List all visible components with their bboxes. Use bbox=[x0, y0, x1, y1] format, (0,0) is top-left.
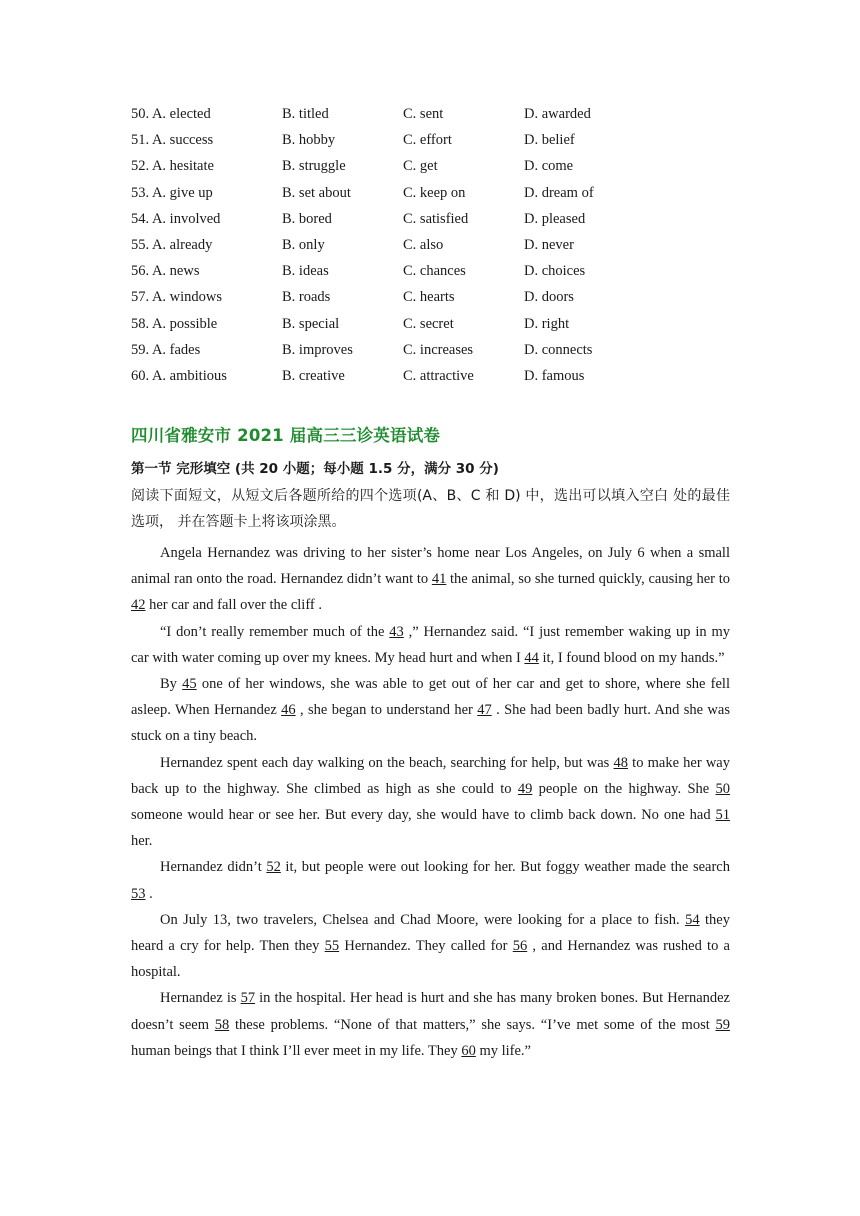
passage-text: On July 13, two travelers, Chelsea and Chad Moore, were looking for a place to fish. bbox=[160, 911, 686, 928]
option-row bbox=[131, 337, 751, 363]
blank-number: 44 bbox=[524, 649, 539, 666]
option-d: D. famous bbox=[524, 367, 585, 384]
passage-text: her car and fall over the cliff . bbox=[145, 597, 322, 614]
option-a: 52. A. hesitate bbox=[131, 158, 214, 175]
option-d: D. pleased bbox=[524, 210, 586, 227]
instructions: 阅读下面短文，从短文后各题所给的四个选项(A、B、C 和 D) 中，选出可以填入空白 处的最佳选项， 并在答题卡上将该项涂黑。 bbox=[131, 488, 730, 531]
passage-text: , she began to understand her bbox=[295, 702, 478, 719]
option-a: 59. A. fades bbox=[131, 341, 201, 358]
blank-number: 57 bbox=[240, 990, 256, 1007]
passage-text: her. bbox=[131, 833, 153, 850]
option-a: 51. A. success bbox=[131, 132, 214, 149]
blank-number: 51 bbox=[715, 807, 730, 824]
passage-text: . She had been badly hurt. And she was stuck on a tiny beach. bbox=[131, 702, 730, 745]
passage-text: it, I found blood on my hands.” bbox=[538, 649, 725, 666]
option-d: D. never bbox=[524, 236, 574, 253]
option-c: C. keep on bbox=[403, 184, 466, 201]
blank-number: 49 bbox=[517, 780, 533, 797]
option-d: D. doors bbox=[524, 289, 574, 306]
passage-text: the animal, so she turned quickly, causing her to bbox=[446, 571, 730, 588]
passage-paragraph bbox=[131, 750, 730, 855]
option-row bbox=[131, 363, 751, 389]
option-b: B. ideas bbox=[282, 263, 329, 280]
option-d: D. connects bbox=[524, 341, 593, 358]
section-title: 四川省雅安市 2021 届高三三诊英语试卷 bbox=[131, 426, 441, 445]
option-row bbox=[131, 153, 751, 179]
passage-text: people on the highway. She bbox=[532, 780, 716, 797]
option-a: 58. A. possible bbox=[131, 315, 218, 332]
passage-paragraph bbox=[131, 854, 730, 906]
option-d: D. dream of bbox=[524, 184, 594, 201]
blank-number: 41 bbox=[431, 571, 447, 588]
option-c: C. effort bbox=[403, 132, 452, 149]
option-row bbox=[131, 180, 751, 206]
passage-text: they heard a cry for help. Then they bbox=[131, 911, 730, 955]
option-b: B. special bbox=[282, 315, 340, 332]
option-row bbox=[131, 127, 751, 153]
passage-text: Hernandez didn’t bbox=[160, 859, 267, 876]
option-a: 56. A. news bbox=[131, 263, 200, 280]
option-row bbox=[131, 258, 751, 284]
blank-number: 59 bbox=[715, 1016, 730, 1033]
option-d: D. come bbox=[524, 158, 574, 175]
passage-text: human beings that I think I’ll ever meet in my life. They bbox=[131, 1042, 462, 1059]
option-row bbox=[131, 232, 751, 258]
blank-number: 50 bbox=[715, 780, 731, 797]
passage-text: in the hospital. Her head is hurt and she has many broken bones. But Hernandez doesn’t seem bbox=[131, 990, 730, 1033]
blank-number: 60 bbox=[461, 1042, 476, 1059]
option-c: C. increases bbox=[403, 341, 474, 358]
passage-text: , and Hernandez was rushed to a hospital. bbox=[131, 938, 730, 981]
option-d: D. belief bbox=[524, 132, 575, 149]
part-title: 第一节 完形填空 (共 20 小题；每小题 1.5 分，满分 30 分) bbox=[131, 461, 499, 477]
option-b: B. hobby bbox=[282, 132, 336, 149]
passage-text: By bbox=[160, 676, 183, 693]
blank-number: 55 bbox=[324, 938, 340, 955]
blank-number: 47 bbox=[477, 702, 492, 719]
option-c: C. attractive bbox=[403, 367, 474, 384]
option-a: 50. A. elected bbox=[131, 106, 211, 122]
passage-paragraph bbox=[131, 540, 730, 619]
passage-paragraph bbox=[131, 907, 730, 986]
passage-text: Hernandez spent each day walking on the beach, searching for help, but was bbox=[160, 754, 614, 771]
blank-number: 53 bbox=[131, 885, 146, 902]
passage-paragraph bbox=[131, 985, 730, 1064]
option-b: B. bored bbox=[282, 210, 332, 227]
blank-number: 42 bbox=[131, 597, 146, 614]
option-c: C. get bbox=[403, 158, 438, 175]
passage-text: “I don’t really remember much of the bbox=[160, 623, 390, 640]
blank-number: 48 bbox=[613, 754, 628, 771]
option-c: C. secret bbox=[403, 315, 454, 332]
passage-text: my life.” bbox=[475, 1042, 531, 1059]
passage-text: one of her windows, she was able to get out of her car and get to shore, where she fell asleep. When Hernandez bbox=[131, 676, 730, 719]
blank-number: 43 bbox=[389, 623, 404, 640]
blank-number: 58 bbox=[214, 1016, 230, 1033]
passage-text: Hernandez is bbox=[160, 990, 241, 1007]
option-a: 60. A. ambitious bbox=[131, 367, 227, 384]
passage-paragraph bbox=[131, 671, 730, 750]
cloze-passage bbox=[131, 540, 730, 1064]
option-a: 57. A. windows bbox=[131, 289, 223, 306]
blank-number: 46 bbox=[281, 702, 296, 719]
option-row bbox=[131, 101, 751, 127]
option-d: D. right bbox=[524, 315, 570, 332]
blank-number: 45 bbox=[182, 676, 197, 693]
option-b: B. titled bbox=[282, 106, 329, 122]
option-d: D. awarded bbox=[524, 106, 591, 122]
option-c: C. satisfied bbox=[403, 210, 469, 227]
option-c: C. hearts bbox=[403, 289, 455, 306]
passage-text: ,” Hernandez said. “I just remember waking up in my car with water coming up over my knees. My head hurt and when I bbox=[131, 623, 730, 666]
passage-paragraph bbox=[131, 619, 730, 671]
option-c: C. sent bbox=[403, 106, 444, 122]
option-b: B. struggle bbox=[282, 158, 346, 175]
option-a: 53. A. give up bbox=[131, 184, 213, 201]
option-a: 55. A. already bbox=[131, 236, 213, 253]
option-row bbox=[131, 206, 751, 232]
passage-text: these problems. “None of that matters,” she says. “I’ve met some of the most bbox=[229, 1016, 716, 1033]
passage-text: . bbox=[145, 885, 153, 902]
option-c: C. chances bbox=[403, 263, 466, 280]
passage-text: to make her way back up to the highway. She climbed as high as she could to bbox=[131, 754, 730, 797]
option-b: B. set about bbox=[282, 184, 351, 201]
passage-text: someone would hear or see her. But every day, she would have to climb back down. No one had bbox=[131, 807, 716, 824]
option-b: B. improves bbox=[282, 341, 353, 358]
option-b: B. creative bbox=[282, 367, 345, 384]
passage-text: Hernandez. They called for bbox=[339, 938, 513, 955]
option-b: B. only bbox=[282, 236, 325, 253]
option-d: D. choices bbox=[524, 263, 586, 280]
passage-text: it, but people were out looking for her. But foggy weather made the search bbox=[280, 859, 730, 876]
blank-number: 52 bbox=[266, 859, 281, 876]
option-row bbox=[131, 311, 751, 337]
option-c: C. also bbox=[403, 236, 444, 253]
option-row bbox=[131, 284, 751, 310]
blank-number: 56 bbox=[512, 938, 528, 955]
option-a: 54. A. involved bbox=[131, 210, 221, 227]
answer-options-list bbox=[131, 101, 751, 389]
passage-text: Angela Hernandez was driving to her sister’s home near Los Angeles, on July 6 when a small animal ran onto the road. Hernandez didn’t want to bbox=[131, 545, 730, 588]
blank-number: 54 bbox=[685, 911, 700, 928]
option-b: B. roads bbox=[282, 289, 331, 306]
